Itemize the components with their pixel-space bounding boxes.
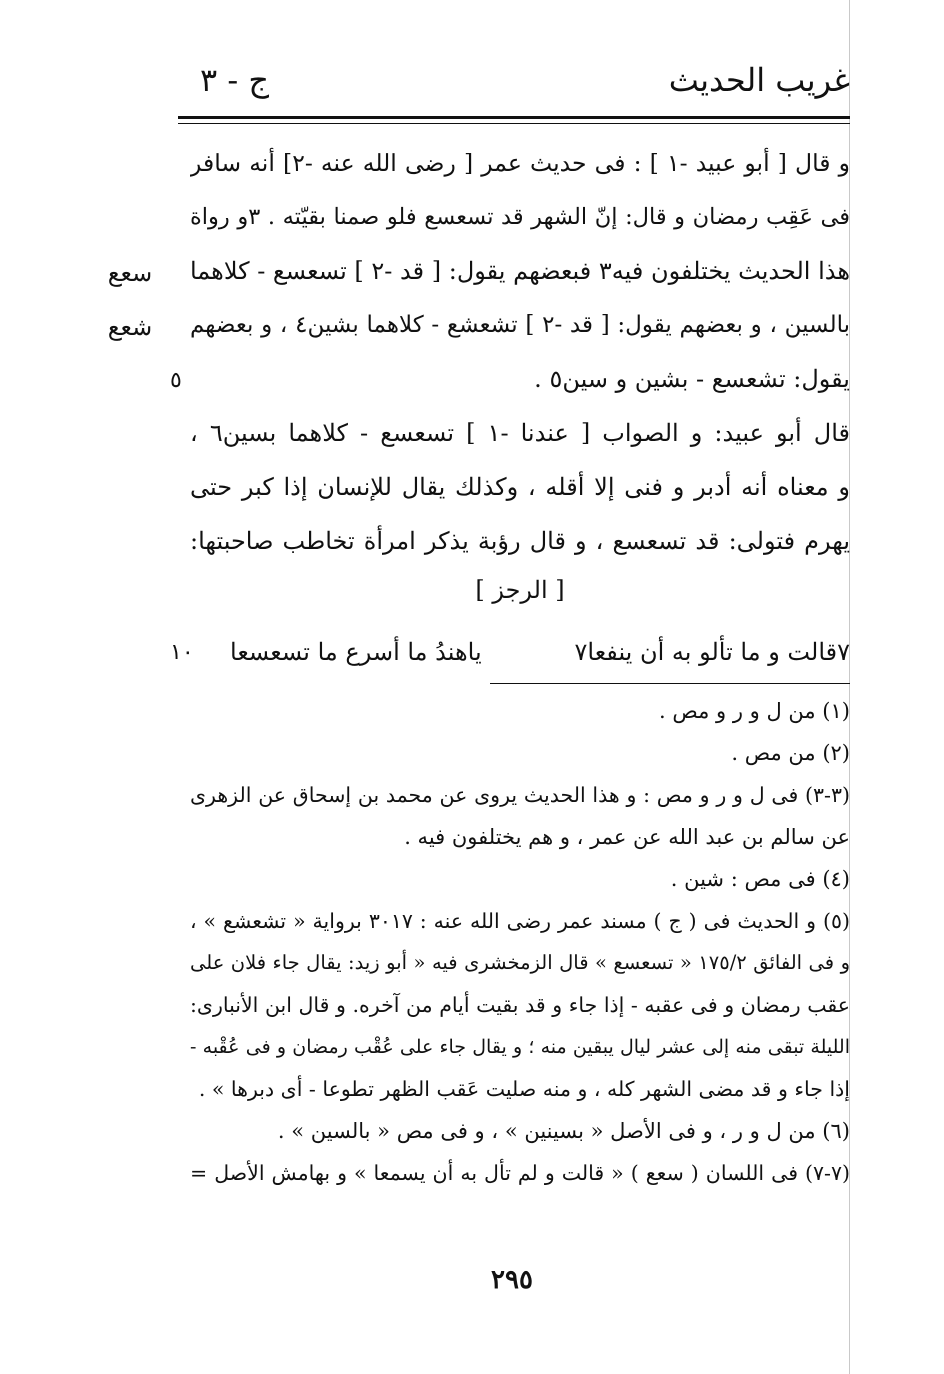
line-number: ١٠ [170,640,194,665]
footnote-line: (١) من ل و ر و مص . [659,699,850,723]
text-line: يهرم فتولى: قد تسعسع ، و قال رؤبة يذكر امرأة تخاطب صاحبتها: [190,527,850,555]
page-header [180,58,850,114]
page-number: ٢٩٥ [491,1265,533,1295]
footnote-separator [490,683,850,684]
footnote-line: عن سالم بن عبد الله عن عمر ، و هم يختلفون فيه . [404,825,850,849]
running-title: غريب الحديث [668,61,850,99]
margin-note-root: سعع [107,259,153,287]
footnote-line: (٦) من ل و ر ، و فى الأصل « بسينين » ، و فى مص « بالسين » . [277,1119,850,1143]
text-line: و معناه أنه أدبر و فنى إلا أقله ، وكذلك يقال للإنسان إذا كبر حتى [190,473,850,501]
text-line: فى عَقِب رمضان و قال: إنّ الشهر قد تسعسع فلو صمنا بقيّته . ٣و رواة [190,204,850,230]
footnote-line: (٥) و الحديث فى ( ج ) مسند عمر رضى الله عنه : ٣٠١٧ برواية « تشعشع » ، [190,909,850,933]
footnote-line: (٧-٧) فى اللسان ( سعع ) « قالت و لم تأل به أن يسمعا » و بهامش الأصل = [190,1161,850,1185]
footnote-line: (٢) من مص . [731,741,850,765]
text-line: و قال [ أبو عبيد -١ ] : فى حديث عمر [ رضى الله عنه -٢] أنه سافر [190,149,850,177]
margin-note-root: شعع [107,313,153,341]
verse [230,628,850,676]
text-line: يقول: تشعسع - بشين و سين٥ . [534,365,850,393]
footnote-line: (٣-٣) فى ل و ر و مص : و هذا الحديث يروى عن محمد بن إسحاق عن الزهرى [190,783,850,807]
footnote-line: الليلة تبقى منه إلى عشر ليال يبقين منه ؛ و يقال جاء على عُقْب رمضان و فى عُقْبه - [190,1036,850,1058]
verse-second-hemistich: ياهندُ ما أسرع ما تسعسعا [230,638,482,666]
footnote-line: إذا جاء و قد مضى الشهر كله ، و منه صليت عَقب الظهر تطوعا - أى دبرها » . [198,1077,850,1101]
text-line: قال أبو عبيد: و الصواب [ عندنا -١ ] تسعسع - كلاهما بسين٦ ، [190,419,850,447]
footnote-line: (٤) فى مص : شين . [670,867,850,891]
footnote-line: و فى الفائق ١٧٥/٢ « تسعسع » قال الزمخشرى فيه « أبو زيد: يقال جاء فلان على [190,951,850,974]
volume-label: ج - ٣ [200,61,269,99]
footnotes [190,690,850,1194]
text-line: بالسين ، و بعضهم يقول: [ قد -٢ ] تشعشع - كلاهما بشين٤ ، و بعضهم [190,312,850,338]
header-rule-thin [178,123,850,124]
footnote-line: عقب رمضان و فى عقبه - إذا جاء و قد بقيت أيام من آخره. و قال ابن الأنبارى: [190,993,850,1017]
text-line: هذا الحديث يختلفون فيه٣ فبعضهم يقول: [ قد -٢ ] تسعسع - كلاهما [190,257,850,285]
verse-first-hemistich: ٧قالت و ما تألو به أن ينفعا٧ [574,638,850,666]
line-number: ٥ [170,368,182,393]
header-rule-thick [178,116,850,119]
main-text [190,136,850,612]
meter-label: [ الرجز ] [475,576,565,604]
